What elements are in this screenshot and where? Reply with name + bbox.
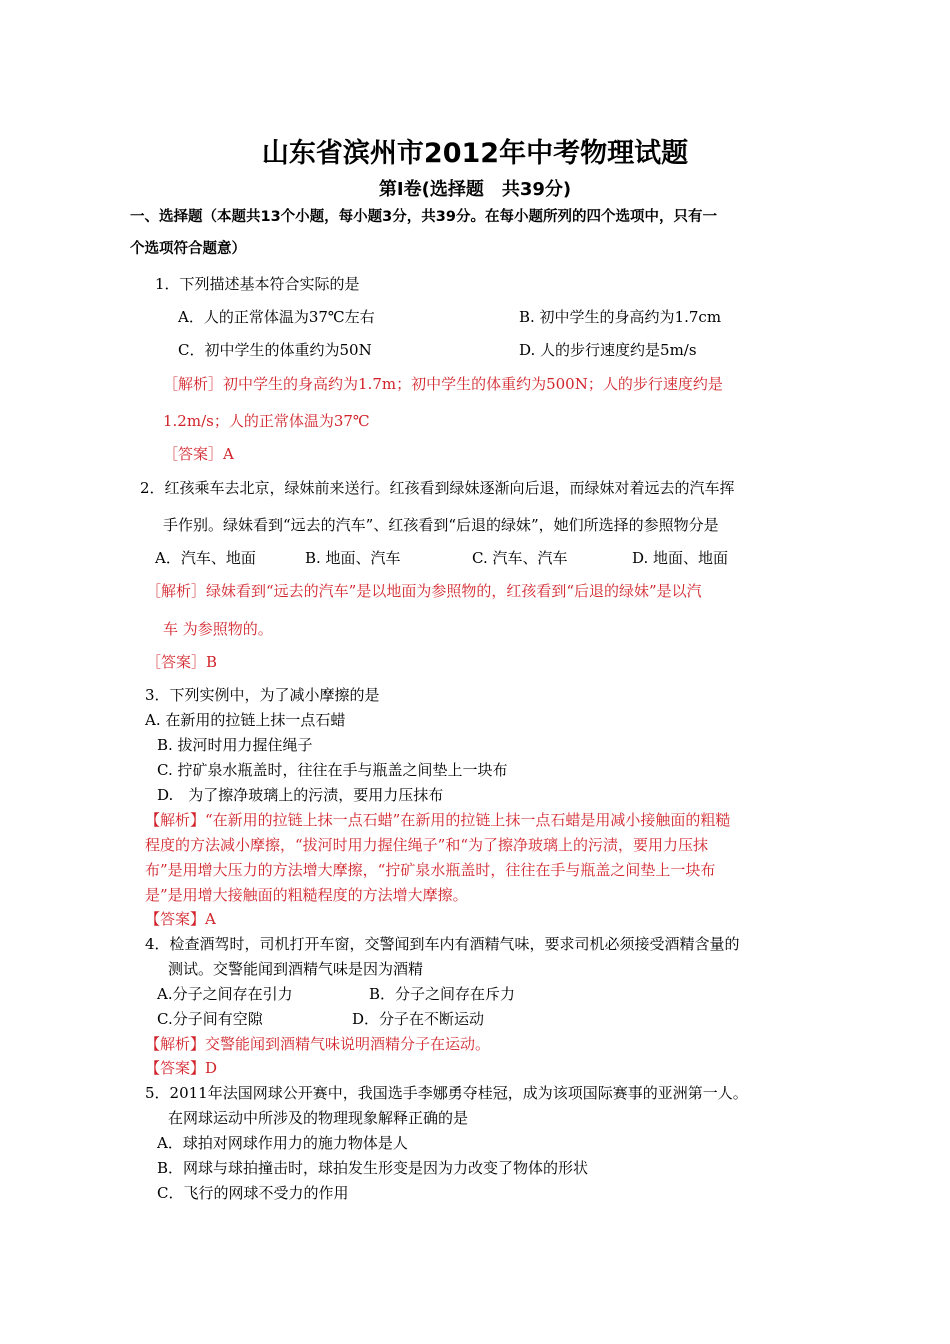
- q4-option-a: A.分子之间存在引力: [157, 985, 293, 1003]
- section-heading-line1: 一、选择题（本题共13个小题，每小题3分，共39分。在每小题所列的四个选项中，只有一: [130, 209, 717, 225]
- q2-analysis-line1: ［解析］绿妹看到“远去的汽车”是以地面为参照物的，红孩看到“后退的绿妹”是以汽: [146, 582, 702, 600]
- q3-option-c: C. 拧矿泉水瓶盖时，往往在手与瓶盖之间垫上一块布: [157, 761, 508, 779]
- q1-analysis-line1: ［解析］初中学生的身高约为1.7m；初中学生的体重约为500N；人的步行速度约是: [163, 375, 723, 393]
- q5-stem-line1: 5．2011年法国网球公开赛中，我国选手李娜勇夺桂冠，成为该项国际赛事的亚洲第一人。: [145, 1084, 748, 1102]
- q5-option-a: A．球拍对网球作用力的施力物体是人: [157, 1134, 408, 1152]
- q4-answer: 【答案】D: [145, 1059, 218, 1077]
- q3-analysis-line2: 程度的方法减小摩擦，“拔河时用力握住绳子”和“为了擦净玻璃上的污渍，要用力压抹: [145, 836, 709, 854]
- q3-option-b: B. 拔河时用力握住绳子: [157, 736, 313, 754]
- q3-analysis-line1: 【解析】“在新用的拉链上抹一点石蜡”在新用的拉链上抹一点石蜡是用减小接触面的粗糙: [145, 811, 731, 829]
- q4-analysis: 【解析】交警能闻到酒精气味说明酒精分子在运动。: [145, 1035, 491, 1053]
- q5-stem-line2: 在网球运动中所涉及的物理现象解释正确的是: [168, 1109, 469, 1127]
- q4-stem-line2: 测试。交警能闻到酒精气味是因为酒精: [168, 960, 424, 978]
- q1-option-a: A．人的正常体温为37℃左右: [178, 308, 375, 326]
- q2-option-b: B. 地面、汽车: [305, 549, 401, 567]
- q2-answer: ［答案］B: [146, 653, 218, 671]
- q3-analysis-line4: 是”是用增大接触面的粗糙程度的方法增大摩擦。: [145, 886, 468, 904]
- q1-option-d: D. 人的步行速度约是5m/s: [519, 341, 697, 359]
- q4-option-d: D．分子在不断运动: [352, 1010, 485, 1028]
- q2-stem-line1: 2．红孩乘车去北京，绿妹前来送行。红孩看到绿妹逐渐向后退，而绿妹对着远去的汽车挥: [140, 479, 735, 497]
- section-heading-line2: 个选项符合题意）: [130, 241, 246, 257]
- q5-option-b: B．网球与球拍撞击时，球拍发生形变是因为力改变了物体的形状: [157, 1159, 589, 1177]
- q4-option-b: B．分子之间存在斥力: [369, 985, 516, 1003]
- q1-stem: 1．下列描述基本符合实际的是: [155, 275, 360, 293]
- q2-option-d: D. 地面、地面: [632, 549, 729, 567]
- q1-analysis-line2: 1.2m/s；人的正常体温为37℃: [163, 412, 370, 430]
- q2-option-a: A．汽车、地面: [155, 549, 256, 567]
- q1-option-b: B. 初中学生的身高约为1.7cm: [519, 308, 722, 326]
- q3-analysis-line3: 布”是用增大压力的方法增大摩擦，“拧矿泉水瓶盖时，往往在手与瓶盖之间垫上一块布: [145, 861, 716, 879]
- q2-analysis-line2: 车 为参照物的。: [163, 620, 273, 638]
- q4-stem-line1: 4．检查酒驾时，司机打开车窗，交警闻到车内有酒精气味，要求司机必须接受酒精含量的: [145, 935, 740, 953]
- q2-stem-line2: 手作别。绿妹看到“远去的汽车”、红孩看到“后退的绿妹”，她们所选择的参照物分是: [163, 516, 719, 534]
- q3-option-d: D. 为了擦净玻璃上的污渍，要用力压抹布: [157, 786, 444, 804]
- page-subtitle: 第Ⅰ卷(选择题 共39分): [378, 179, 572, 200]
- q2-option-c: C. 汽车、汽车: [472, 549, 568, 567]
- q4-option-c: C.分子间有空隙: [157, 1010, 263, 1028]
- q3-stem: 3．下列实例中，为了减小摩擦的是: [145, 686, 380, 704]
- page-title: 山东省滨州市2012年中考物理试题: [261, 138, 689, 169]
- q5-option-c: C．飞行的网球不受力的作用: [157, 1184, 349, 1202]
- q3-option-a: A. 在新用的拉链上抹一点石蜡: [145, 711, 346, 729]
- q1-option-c: C．初中学生的体重约为50N: [178, 341, 372, 359]
- q3-answer: 【答案】A: [145, 910, 216, 928]
- q1-answer: ［答案］A: [163, 445, 234, 463]
